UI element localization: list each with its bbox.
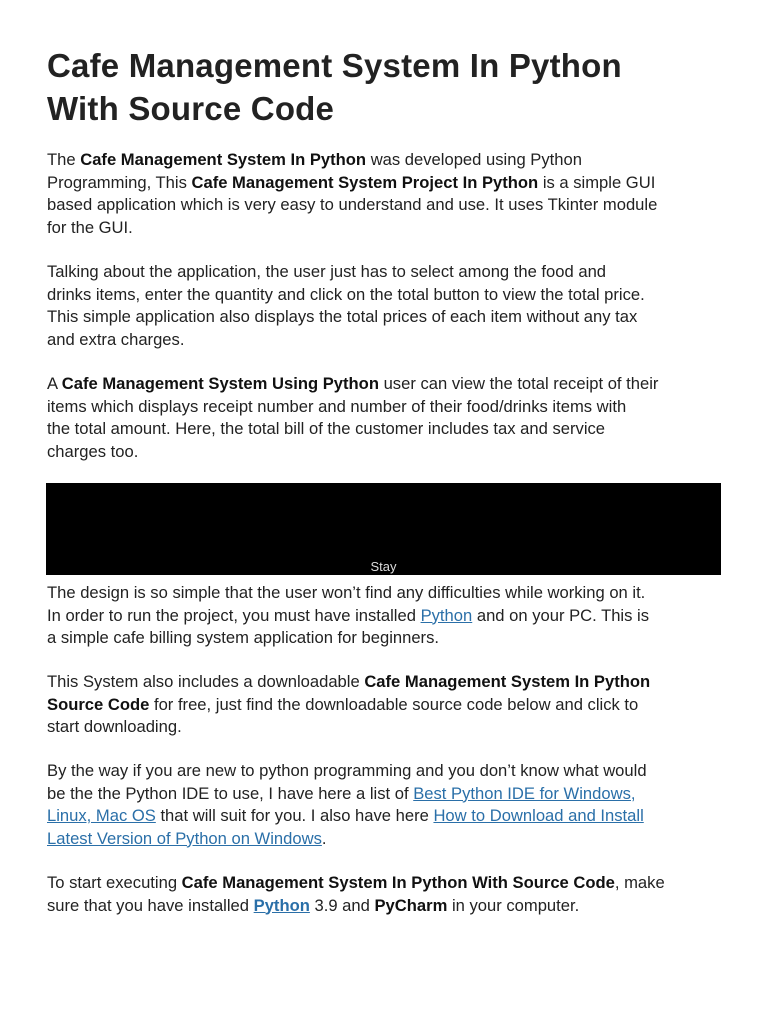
text-run: PyCharm	[374, 895, 448, 915]
text-run: drinks items, enter the quantity and click on the total button to view the total price.	[47, 284, 645, 304]
text-run: The design is so simple that the user won’t find any difficulties while working on it.	[47, 583, 646, 602]
text-run: be the the Python IDE to use, I have here a list of	[47, 783, 414, 803]
text-run: and on your PC. This is	[472, 605, 650, 625]
text-run: is a simple GUI	[538, 172, 656, 192]
text-run: and extra charges.	[47, 329, 185, 349]
text-run: user can view the total receipt of their	[378, 374, 659, 393]
video-caption: Stay	[370, 559, 397, 574]
text-run: Cafe Management System Using Python	[61, 374, 379, 393]
text-run: a simple cafe billing system application for beginners.	[47, 628, 439, 647]
video-embed[interactable]	[46, 483, 721, 575]
text-run: based application which is very easy to understand and use. It uses Tkinter module	[47, 195, 658, 214]
text-run: By the way if you are new to python programming and you don’t know what would	[47, 761, 647, 780]
text-line	[47, 172, 727, 195]
text-line	[47, 605, 727, 628]
text-run: that will suit for you. I also have here	[155, 806, 434, 825]
text-run: This System also includes a downloadable	[47, 672, 365, 691]
text-line	[47, 694, 727, 717]
text-run: for free, just find the downloadable source code below and click to	[149, 694, 639, 714]
title-line: With Source Code	[47, 90, 335, 127]
text-line	[47, 805, 727, 828]
text-run: the total amount. Here, the total bill of the customer includes tax and service	[47, 419, 606, 438]
paragraph-intro	[47, 149, 727, 239]
text-run: In order to run the project, you must have installed	[47, 605, 421, 625]
text-line	[47, 671, 727, 694]
text-run: .	[321, 828, 327, 848]
text-line	[47, 373, 727, 396]
text-line	[47, 828, 727, 851]
text-run: Cafe Management System In Python	[80, 150, 367, 169]
text-run: A	[47, 374, 62, 393]
text-run: was developed using Python	[366, 150, 582, 169]
text-line	[47, 895, 727, 918]
text-line	[47, 872, 727, 895]
text-run: Cafe Management System Project In Python	[191, 172, 539, 192]
title-line: Cafe Management System In Python	[47, 47, 622, 84]
text-run: start downloading.	[47, 717, 182, 736]
text-run: items which displays receipt number and number of their food/drinks items with	[47, 396, 627, 416]
text-run: To start executing	[47, 873, 182, 892]
paragraph-ide	[47, 760, 727, 850]
best-ide-link[interactable]: Linux, Mac OS	[47, 806, 156, 825]
text-run: in your computer.	[447, 895, 580, 915]
text-run: Source Code	[47, 694, 150, 714]
text-run: 3.9 and	[309, 895, 375, 915]
paragraph-design	[47, 582, 727, 650]
paragraph-requirements	[47, 872, 727, 917]
text-run: Cafe Management System In Python	[364, 672, 651, 691]
text-run: The	[47, 150, 81, 169]
paragraph-application	[47, 261, 727, 351]
paragraph-receipt	[47, 373, 727, 463]
text-run: sure that you have installed	[47, 895, 254, 915]
install-python-link[interactable]: Latest Version of Python on Windows	[47, 828, 322, 848]
page-title	[47, 44, 622, 130]
text-run: Talking about the application, the user just has to select among the food and	[47, 262, 607, 281]
text-line	[47, 149, 727, 172]
text-run: Programming, This	[47, 172, 192, 192]
python-link[interactable]: Python	[420, 605, 473, 625]
text-line	[47, 783, 727, 806]
paragraph-download	[47, 671, 727, 739]
text-run: , make	[614, 873, 665, 892]
text-run: Cafe Management System In Python With Source Code	[181, 873, 615, 892]
python-link[interactable]: Python	[253, 895, 310, 915]
best-ide-link[interactable]: Best Python IDE for Windows,	[413, 783, 636, 803]
text-run: for the GUI.	[47, 217, 133, 237]
text-run: This simple application also displays the total prices of each item without any tax	[47, 307, 638, 326]
text-run: charges too.	[47, 441, 139, 461]
install-python-link[interactable]: How to Download and Install	[433, 806, 644, 825]
